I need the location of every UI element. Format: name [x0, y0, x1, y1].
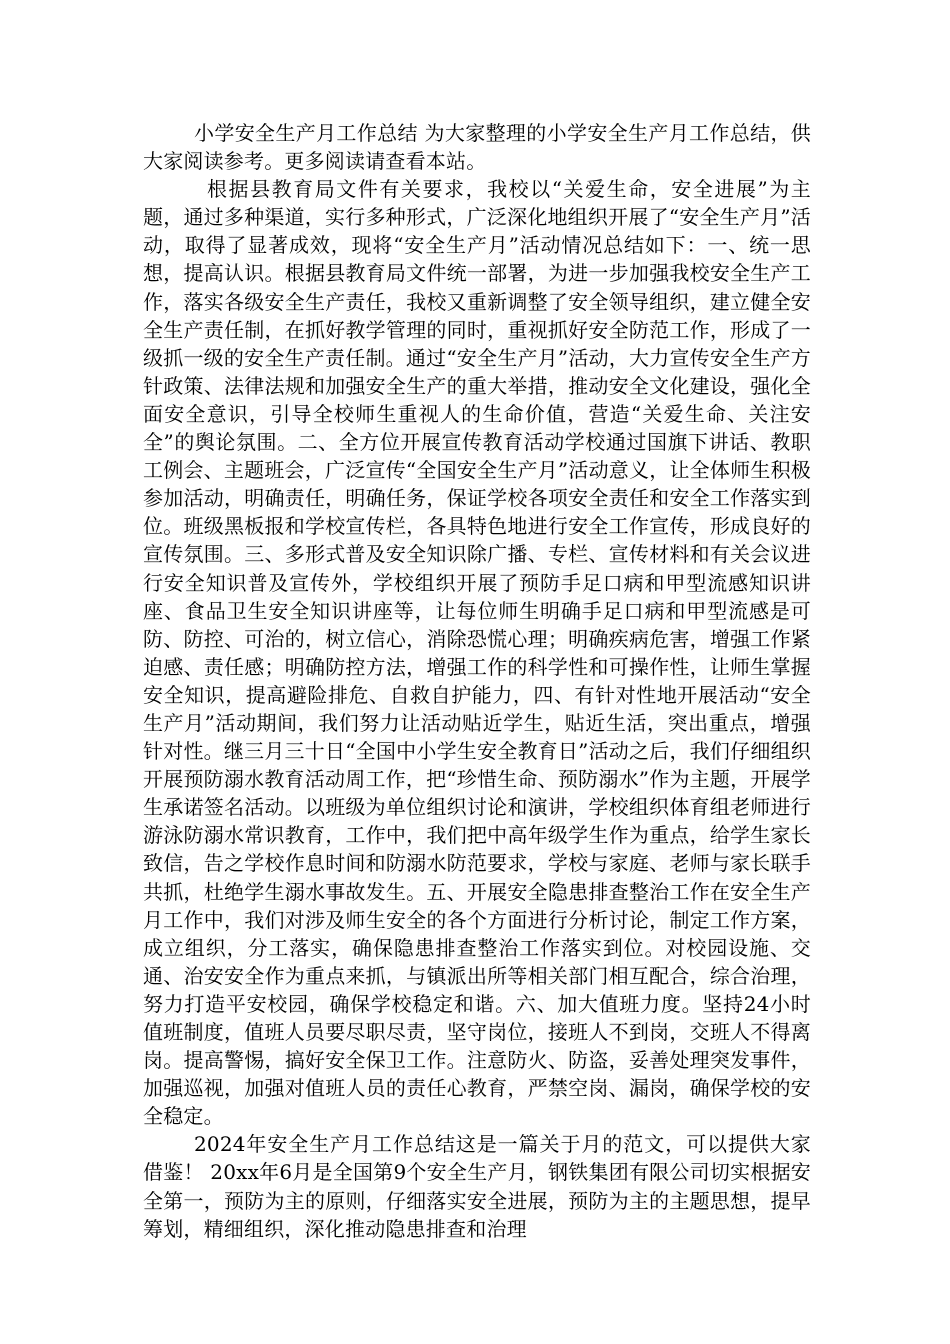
document-body [143, 119, 811, 1243]
second-article-paragraph: 2024年安全生产月工作总结这是一篇关于月的范文，可以提供大家借鉴！ 20xx年6月是全国第9个安全生产月，钢铁集团有限公司切实根据安全第一，预防为主的原则，仔细落实安全进展，预防为主的主题思想，提早筹划，精细组织，深化推动隐患排查和治理 [143, 1132, 811, 1241]
intro-paragraph: 小学安全生产月工作总结 为大家整理的小学安全生产月工作总结，供大家阅读参考。更多阅读请查看本站。 [143, 121, 811, 174]
summary-paragraph: 根据县教育局文件有关要求，我校以“关爱生命，安全进展”为主题，通过多种渠道，实行多种形式，广泛深化地组织开展了“安全生产月”活动，取得了显著成效，现将“安全生产月”活动情况总结如下：一、统一思想，提高认识。根据县教育局文件统一部署，为进一步加强我校安全生产工作，落实各级安全生产责任，我校又重新调整了安全领导组织，建立健全安全生产责任制，在抓好教学管理的同时，重视抓好安全防范工作，形成了一级抓一级的安全生产责任制。通过“安全生产月”活动，大力宣传安全生产方针政策、法律法规和加强安全生产的重大举措，推动安全文化建设，强化全面安全意识，引导全校师生重视人的生命价值，营造“关爱生命、关注安全”的舆论氛围。二、全方位开展宣传教育活动学校通过国旗下讲话、教职工例会、主题班会，广泛宣传“全国安全生产月”活动意义，让全体师生积极参加活动，明确责任，明确任务，保证学校各项安全责任和安全工作落实到位。班级黑板报和学校宣传栏，各具特色地进行安全工作宣传，形成良好的宣传氛围。三、多形式普及安全知识除广播、专栏、宣传材料和有关会议进行安全知识普及宣传外，学校组织开展了预防手足口病和甲型流感知识讲座、食品卫生安全知识讲座等，让每位师生明确手足口病和甲型流感是可防、防控、可治的，树立信心，消除恐慌心理；明确疾病危害，增强工作紧迫感、责任感；明确防控方法，增强工作的科学性和可操作性，让师生掌握安全知识，提高避险排危、自救自护能力，四、有针对性地开展活动“安全生产月”活动期间，我们努力让活动贴近学生，贴近生活，突出重点，增强针对性。继三月三十日“全国中小学生安全教育日”活动之后，我们仔细组织开展预防溺水教育活动周工作，把“珍惜生命、预防溺水”作为主题，开展学生承诺签名活动。以班级为单位组织讨论和演讲，学校组织体育组老师进行游泳防溺水常识教育，工作中，我们把中高年级学生作为重点，给学生家长致信，告之学校作息时间和防溺水防范要求，学校与家庭、老师与家长联手共抓，杜绝学生溺水事故发生。五、开展安全隐患排查整治工作在安全生产月工作中，我们对涉及师生安全的各个方面进行分析讨论，制定工作方案，成立组织，分工落实，确保隐患排查整治工作落实到位。对校园设施、交通、治安安全作为重点来抓，与镇派出所等相关部门相互配合，综合治理，努力打造平安校园，确保学校稳定和谐。六、加大值班力度。坚持24小时值班制度，值班人员要尽职尽责，坚守岗位，接班人不到岗，交班人不得离岗。提高警惕，搞好安全保卫工作。注意防火、防盗，妥善处理突发事件，加强巡视，加强对值班人员的责任心教育，严禁空岗、漏岗，确保学校的安全稳定。 [143, 177, 811, 1129]
